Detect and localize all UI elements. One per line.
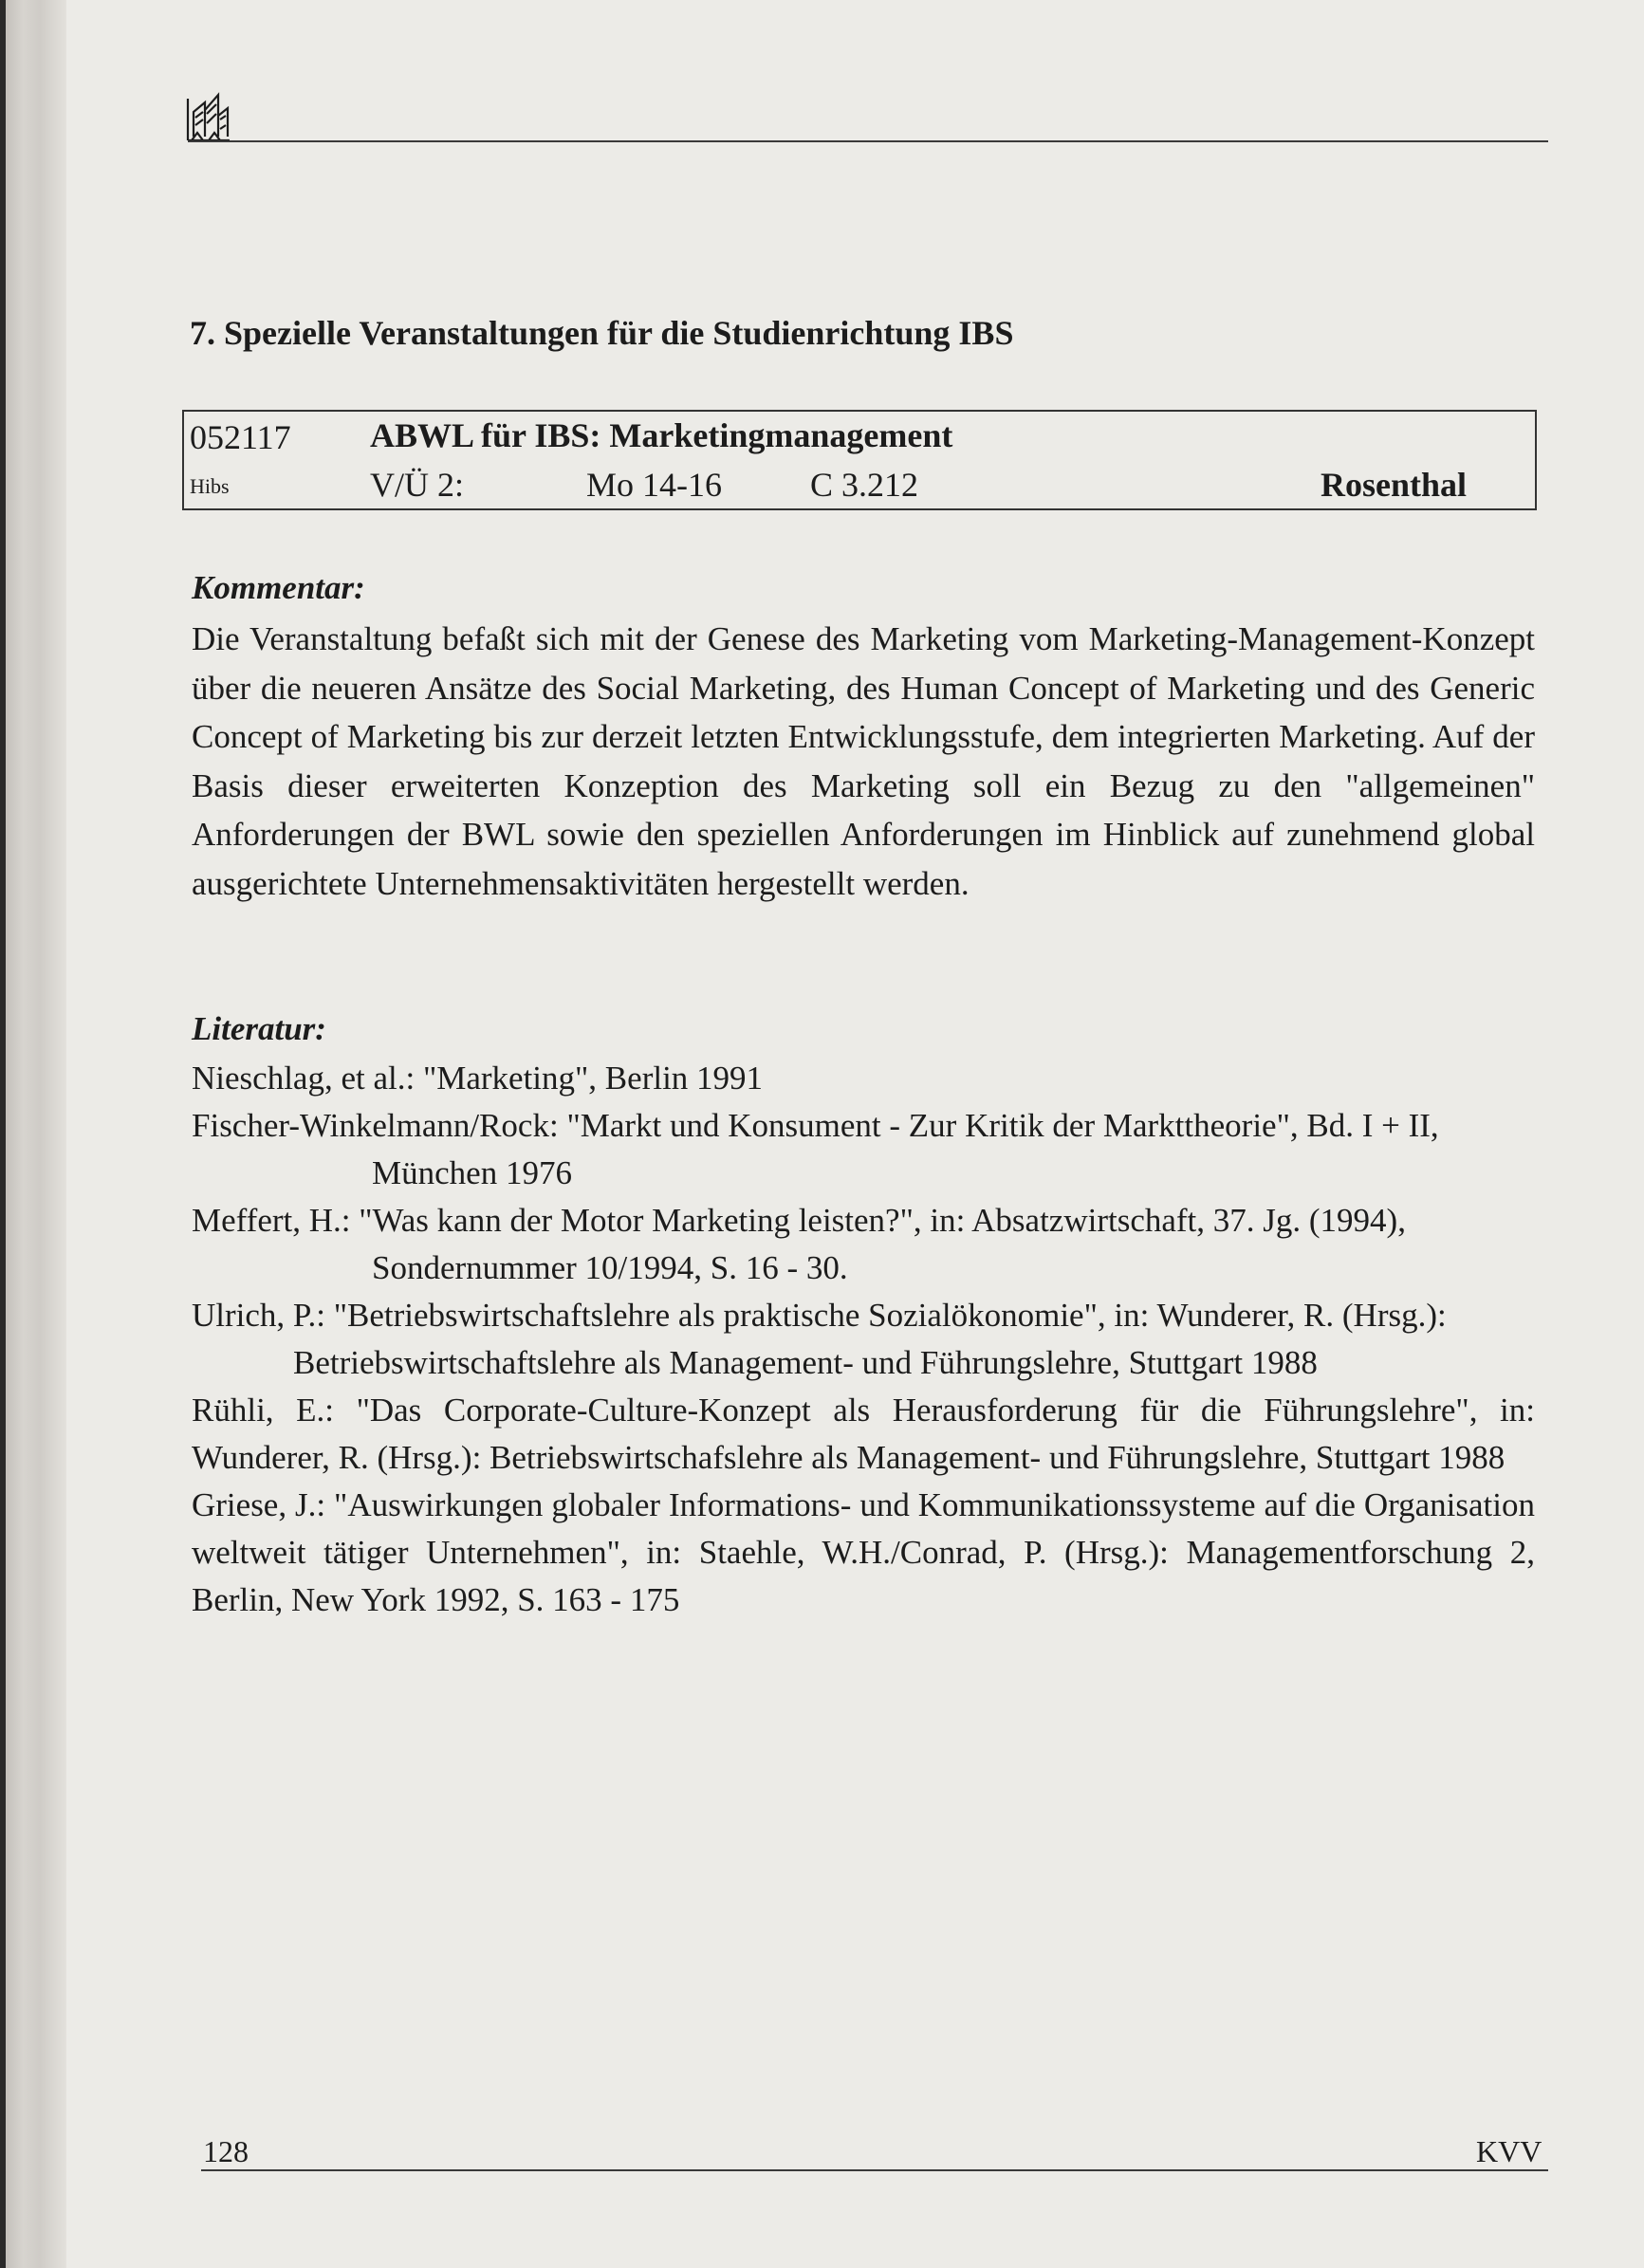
literature-entry: Meffert, H.: "Was kann der Motor Marketing leisten?", in: Absatzwirtschaft, 37. Jg. (1994), Sondernummer 10/1994, S. 16 - 30. [192,1202,1406,1286]
comment-label: Kommentar: [192,569,365,606]
course-lecturer: Rosenthal [1320,466,1467,504]
course-type: V/Ü 2: [370,466,464,504]
book-page-edge [0,0,66,2268]
course-code: Hibs [190,474,230,498]
literature-entry: Nieschlag, et al.: "Marketing", Berlin 1991 [192,1060,764,1097]
footer-rule [201,2169,1548,2171]
literature-list [192,1055,1535,1624]
course-number: 052117 [190,418,291,456]
literature-entry: Ulrich, P.: "Betriebswirtschaftslehre als praktische Sozialökonomie", in: Wunderer, R. (Hrsg.): Betriebswirtschaftslehre als Management- und Führungslehre, Stuttgart 1988 [192,1297,1447,1381]
course-time: Mo 14-16 [586,466,722,504]
course-room: C 3.212 [810,466,919,504]
page-number: 128 [203,2134,249,2168]
section-title: 7. Spezielle Veranstaltungen für die Studienrichtung IBS [190,314,1014,352]
literature-entry: Rühli, E.: "Das Corporate-Culture-Konzept als Herausforderung für die Führungslehre", in: Wunderer, R. (Hrsg.): Betriebswirtschafslehre als Management- und Führungslehre, Stuttgart 1988 [192,1392,1535,1476]
building-logo-icon [186,91,231,146]
course-title: ABWL für IBS: Marketingmanagement [370,416,953,454]
comment-text: Die Veranstaltung befaßt sich mit der Genese des Marketing vom Marketing-Management-Konzept über die neueren Ansätze des Social Marketing, des Human Concept of Marketing und des Generic Concept of Marketing bis zur derzeit letzten Entwicklungsstufe, dem integrierten Marketing. Auf der Basis dieser erweiterten Konzeption des Marketing soll ein Bezug zu den "allgemeinen" Anforderungen der BWL sowie den speziellen Anforderungen im Hinblick auf zunehmend global ausgerichtete Unternehmensaktivitäten hergestellt werden. [192,620,1535,902]
course-info-box [182,410,1537,510]
literature-label: Literatur: [192,1010,326,1047]
header-rule [188,140,1548,142]
literature-entry: Fischer-Winkelmann/Rock: "Markt und Konsument - Zur Kritik der Markttheorie", Bd. I + II, München 1976 [192,1107,1439,1191]
footer-label: KVV [1476,2134,1542,2168]
literature-entry: Griese, J.: "Auswirkungen globaler Informations- und Kommunikationssysteme auf die Organisation weltweit tätiger Unternehmen", in: Staehle, W.H./Conrad, P. (Hrsg.): Managementforschung 2, Berlin, New York 1992, S. 163 - 175 [192,1486,1535,1618]
